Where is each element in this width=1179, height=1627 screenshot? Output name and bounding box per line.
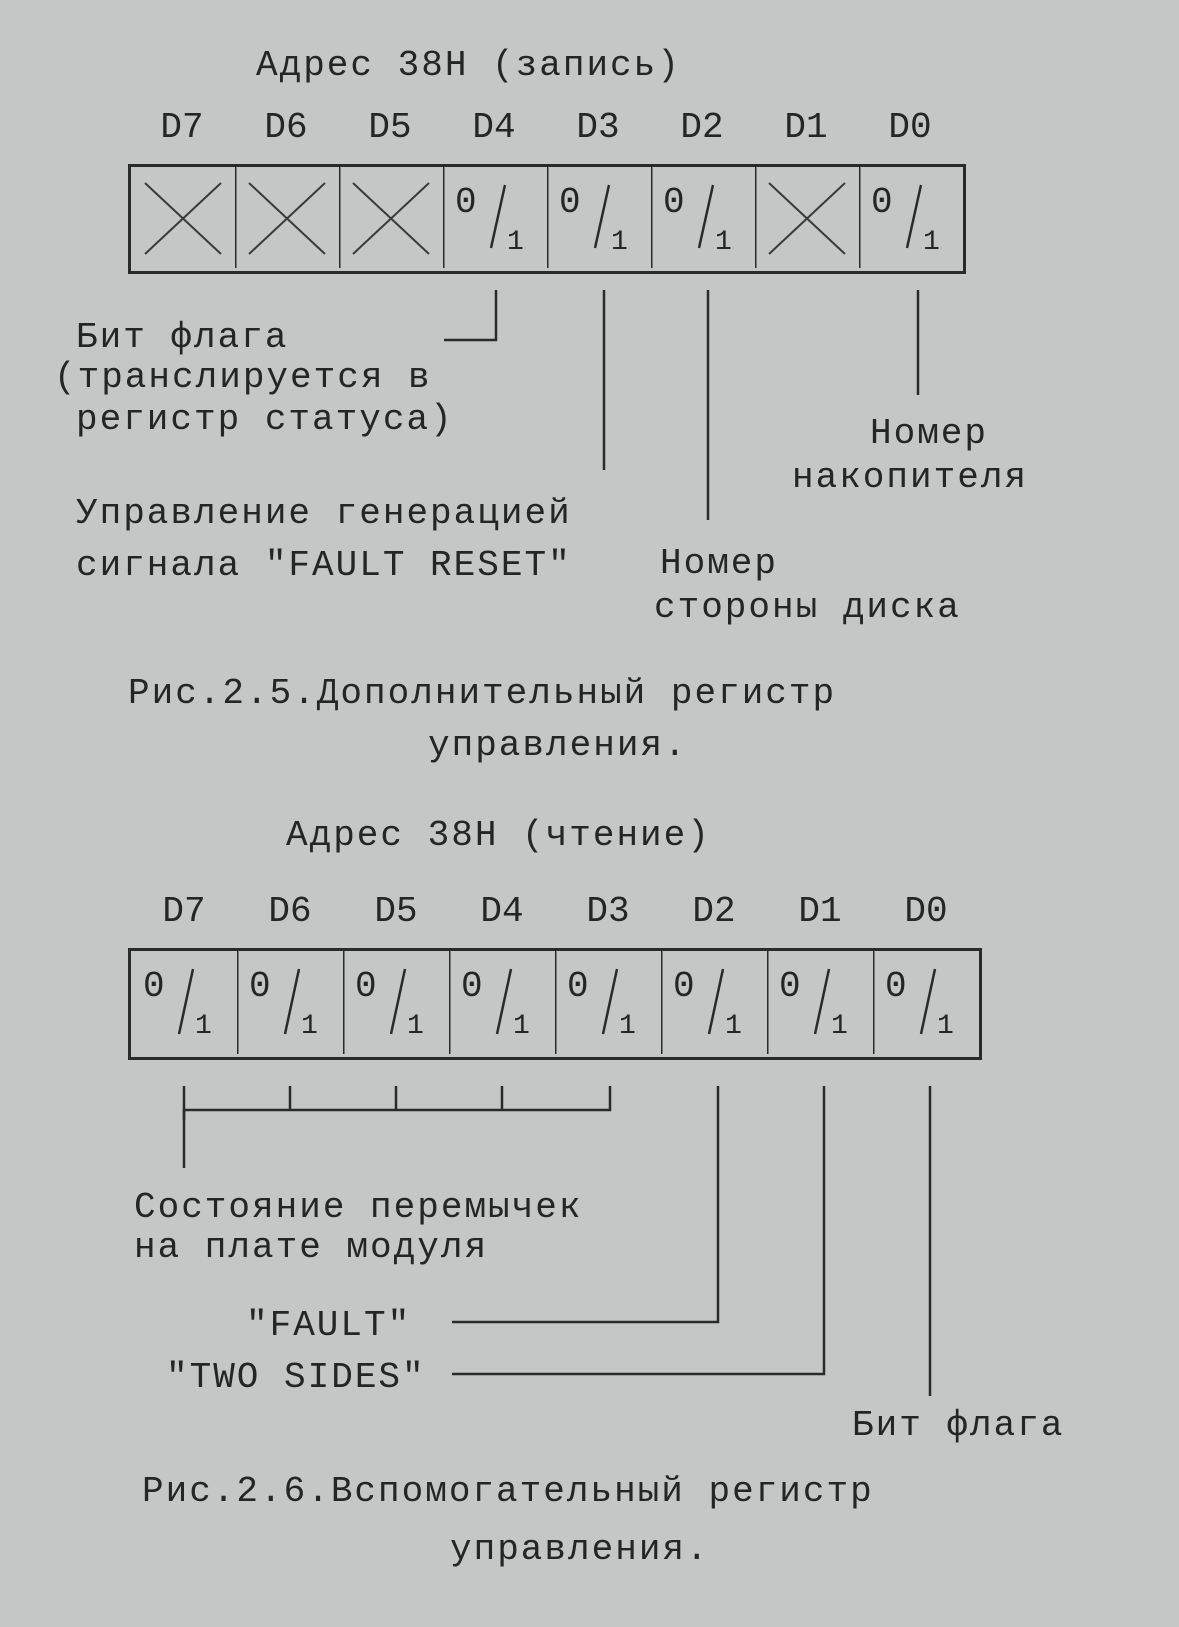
fig2-flag-bit-label: Бит флага: [852, 1405, 1065, 1446]
zero-digit: 0: [461, 966, 483, 1007]
fig2-jumpers-label: Состояние перемычек: [134, 1187, 583, 1228]
fig1-bit-label: D2: [680, 107, 724, 148]
one-digit: 1: [715, 227, 732, 258]
one-digit: 1: [513, 1011, 530, 1042]
one-digit: 1: [831, 1011, 848, 1042]
fig1-bit-label: D7: [160, 107, 204, 148]
fig1-caption: Рис.2.5.Дополнительный регистр: [128, 673, 837, 714]
fig1-drive-label: накопителя: [792, 457, 1029, 498]
fig1-side-label: Номер: [660, 543, 779, 584]
bit-value-cell: [237, 951, 343, 1054]
one-digit: 1: [301, 1011, 318, 1042]
one-digit: 1: [725, 1011, 742, 1042]
fig1-address-title: Адрес 38H (запись): [256, 45, 681, 86]
zero-digit: 0: [559, 182, 581, 223]
bit-value-cell: [449, 951, 555, 1054]
one-digit: 1: [619, 1011, 636, 1042]
fig1-flag-bit-label: Бит флага: [76, 317, 289, 358]
zero-digit: 0: [779, 966, 801, 1007]
fig1-flag-bit-label: (транслируется в: [54, 357, 432, 398]
fig1-flag-bit-leader: [444, 290, 496, 340]
fig2-caption: управления.: [450, 1529, 710, 1570]
fig1-flag-bit-label: регистр статуса): [76, 399, 454, 440]
fig1-caption: управления.: [428, 725, 688, 766]
zero-digit: 0: [673, 966, 695, 1007]
fig1-bit-label: D1: [784, 107, 828, 148]
zero-digit: 0: [663, 182, 685, 223]
fig2-jumpers-label: на плате модуля: [134, 1227, 489, 1268]
zero-digit: 0: [249, 966, 271, 1007]
fig2-fault-label: "FAULT": [246, 1305, 412, 1346]
fig1-fault-reset-label: сигнала "FAULT RESET": [76, 545, 572, 586]
bit-value-cell: [131, 951, 237, 1054]
fig1-drive-label: Номер: [870, 413, 989, 454]
zero-digit: 0: [355, 966, 377, 1007]
one-digit: 1: [195, 1011, 212, 1042]
fig1-bit-label: D0: [888, 107, 932, 148]
zero-digit: 0: [143, 966, 165, 1007]
one-digit: 1: [407, 1011, 424, 1042]
bit-value-cell: [767, 951, 873, 1054]
fig1-bit-label: D6: [264, 107, 308, 148]
fig1-bit-label: D4: [472, 107, 516, 148]
fig2-address-title: Адрес 38H (чтение): [286, 815, 711, 856]
one-digit: 1: [611, 227, 628, 258]
one-digit: 1: [507, 227, 524, 258]
slash-mark: [709, 969, 723, 1034]
zero-digit: 0: [567, 966, 589, 1007]
fig2-bit-label: D3: [586, 891, 630, 932]
zero-digit: 0: [871, 182, 893, 223]
slash-mark: [497, 969, 511, 1034]
bit-value-cell: [873, 951, 979, 1054]
fig2-bit-label: D7: [162, 891, 206, 932]
slash-mark: [815, 969, 829, 1034]
zero-digit: 0: [885, 966, 907, 1007]
fig2-bit-label: D1: [798, 891, 842, 932]
one-digit: 1: [937, 1011, 954, 1042]
fig2-bit-label: D0: [904, 891, 948, 932]
fig2-bit-label: D6: [268, 891, 312, 932]
fig1-bit-label: D5: [368, 107, 412, 148]
fig2-two-sides-leader: [452, 1086, 824, 1374]
slash-mark: [603, 969, 617, 1034]
fig1-fault-reset-label: Управление генерацией: [76, 493, 572, 534]
bit-value-cell: [343, 951, 449, 1054]
fig2-two-sides-label: "TWO SIDES": [166, 1357, 426, 1398]
zero-digit: 0: [455, 182, 477, 223]
slash-mark: [921, 969, 935, 1034]
bit-value-cell: [555, 951, 661, 1054]
fig2-bit-label: D4: [480, 891, 524, 932]
slash-mark: [179, 969, 193, 1034]
fig2-bit-label: D5: [374, 891, 418, 932]
fig2-bit-label: D2: [692, 891, 736, 932]
fig1-side-label: стороны диска: [654, 587, 961, 628]
bit-value-cell: [661, 951, 767, 1054]
fig2-caption: Рис.2.6.Вспомогательный регистр: [142, 1471, 874, 1512]
slash-mark: [285, 969, 299, 1034]
fig1-bit-label: D3: [576, 107, 620, 148]
one-digit: 1: [923, 227, 940, 258]
slash-mark: [391, 969, 405, 1034]
